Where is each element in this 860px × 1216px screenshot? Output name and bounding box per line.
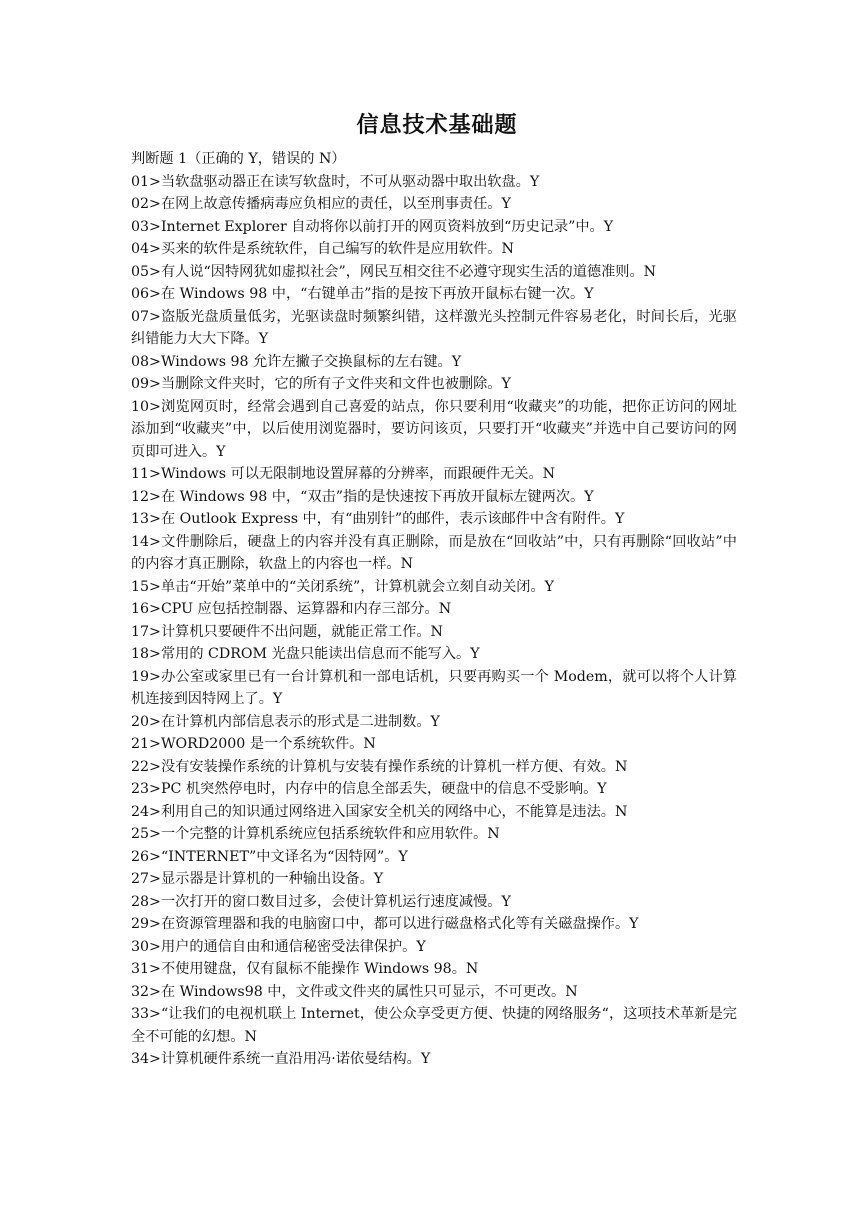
question-item: 13>在 Outlook Express 中，有“曲别针”的邮件，表示该邮件中含有附件。Y	[131, 511, 625, 527]
question-item: 28>一次打开的窗口数目过多，会使计算机运行速度减慢。Y	[131, 893, 511, 910]
question-item: 34>计算机硬件系统一直沿用冯·诺依曼结构。Y	[131, 1051, 431, 1067]
question-item: 02>在网上故意传播病毒应负相应的责任，以至刑事责任。Y	[131, 196, 511, 212]
question-item: 17>计算机只要硬件不出问题，就能正常工作。N	[131, 623, 443, 640]
question-item: 15>单击“开始”菜单中的“关闭系统”，计算机就会立刻自动关闭。Y	[131, 578, 555, 595]
question-list	[131, 171, 737, 1071]
question-item: 03>Internet Explorer 自动将你以前打开的网页资料放到“历史记录”中。Y	[131, 218, 614, 235]
question-item: 07>盗版光盘质量低劣，光驱读盘时频繁纠错，这样激光头控制元件容易老化，时间长后，光驱纠错能力大大下降。Y	[131, 308, 737, 347]
question-item: 12>在 Windows 98 中，“双击”指的是快速按下再放开鼠标左键两次。Y	[131, 488, 594, 505]
document-title: 信息技术基础题	[356, 113, 518, 138]
question-item: 06>在 Windows 98 中，“右键单击”指的是按下再放开鼠标右键一次。Y	[131, 286, 594, 302]
question-item: 30>用户的通信自由和通信秘密受法律保护。Y	[131, 938, 426, 955]
question-item: 32>在 Windows98 中，文件或文件夹的属性只可显示，不可更改。N	[131, 983, 578, 1000]
section-intro: 判断题 1（正确的 Y，错误的 N）	[131, 151, 346, 167]
question-item: 29>在资源管理器和我的电脑窗口中，都可以进行磁盘格式化等有关磁盘操作。Y	[131, 916, 639, 932]
question-item: 19>办公室或家里已有一台计算机和一部电话机，只要再购买一个 Modem，就可以将个人计算机连接到因特网上了。Y	[131, 668, 737, 707]
question-item: 08>Windows 98 允许左撇子交换鼠标的左右键。Y	[131, 353, 462, 370]
question-item: 21>WORD2000 是一个系统软件。N	[131, 736, 376, 752]
question-item: 27>显示器是计算机的一种输出设备。Y	[131, 871, 384, 887]
question-item: 01>当软盘驱动器正在读写软盘时，不可从驱动器中取出软盘。Y	[131, 173, 540, 190]
question-item: 16>CPU 应包括控制器、运算器和内存三部分。N	[131, 601, 452, 617]
question-item: 33>“让我们的电视机联上 Internet，使公众享受更方便、快捷的网络服务“，这项技术革新是完全不可能的幻想。N	[131, 1006, 737, 1045]
question-item: 24>利用自己的知识通过网络进入国家安全机关的网络中心，不能算是违法。N	[131, 803, 628, 820]
question-item: 20>在计算机内部信息表示的形式是二进制数。Y	[131, 713, 440, 730]
question-item: 04>买来的软件是系统软件，自己编写的软件是应用软件。N	[131, 241, 514, 257]
question-item: 31>不使用键盘，仅有鼠标不能操作 Windows 98。N	[131, 961, 479, 977]
question-item: 23>PC 机突然停电时，内存中的信息全部丢失，硬盘中的信息不受影响。Y	[131, 781, 607, 797]
question-item: 05>有人说“因特网犹如虚拟社会”，网民互相交往不必遵守现实生活的道德准则。N	[131, 263, 657, 280]
question-item: 10>浏览网页时，经常会遇到自己喜爱的站点，你只要利用“收藏夹”的功能，把你正访问的网址添加到“收藏夹”中，以后使用浏览器时，要访问该页，只要打开“收藏夹”并选中自己要访问的网页即可进入。Y	[131, 398, 737, 460]
question-item: 09>当删除文件夹时，它的所有子文件夹和文件也被删除。Y	[131, 376, 511, 392]
question-item: 22>没有安装操作系统的计算机与安装有操作系统的计算机一样方便、有效。N	[131, 758, 628, 775]
question-item: 26>“INTERNET”中文译名为“因特网”。Y	[131, 848, 408, 865]
question-item: 11>Windows 可以无限制地设置屏幕的分辨率，而跟硬件无关。N	[131, 466, 556, 482]
question-item: 18>常用的 CDROM 光盘只能读出信息而不能写入。Y	[131, 646, 480, 662]
document-page	[131, 112, 737, 1071]
question-item: 25>一个完整的计算机系统应包括系统软件和应用软件。N	[131, 826, 500, 842]
question-item: 14>文件删除后，硬盘上的内容并没有真正删除，而是放在“回收站”中，只有再删除“回收站”中的内容才真正删除，软盘上的内容也一样。N	[131, 533, 737, 572]
